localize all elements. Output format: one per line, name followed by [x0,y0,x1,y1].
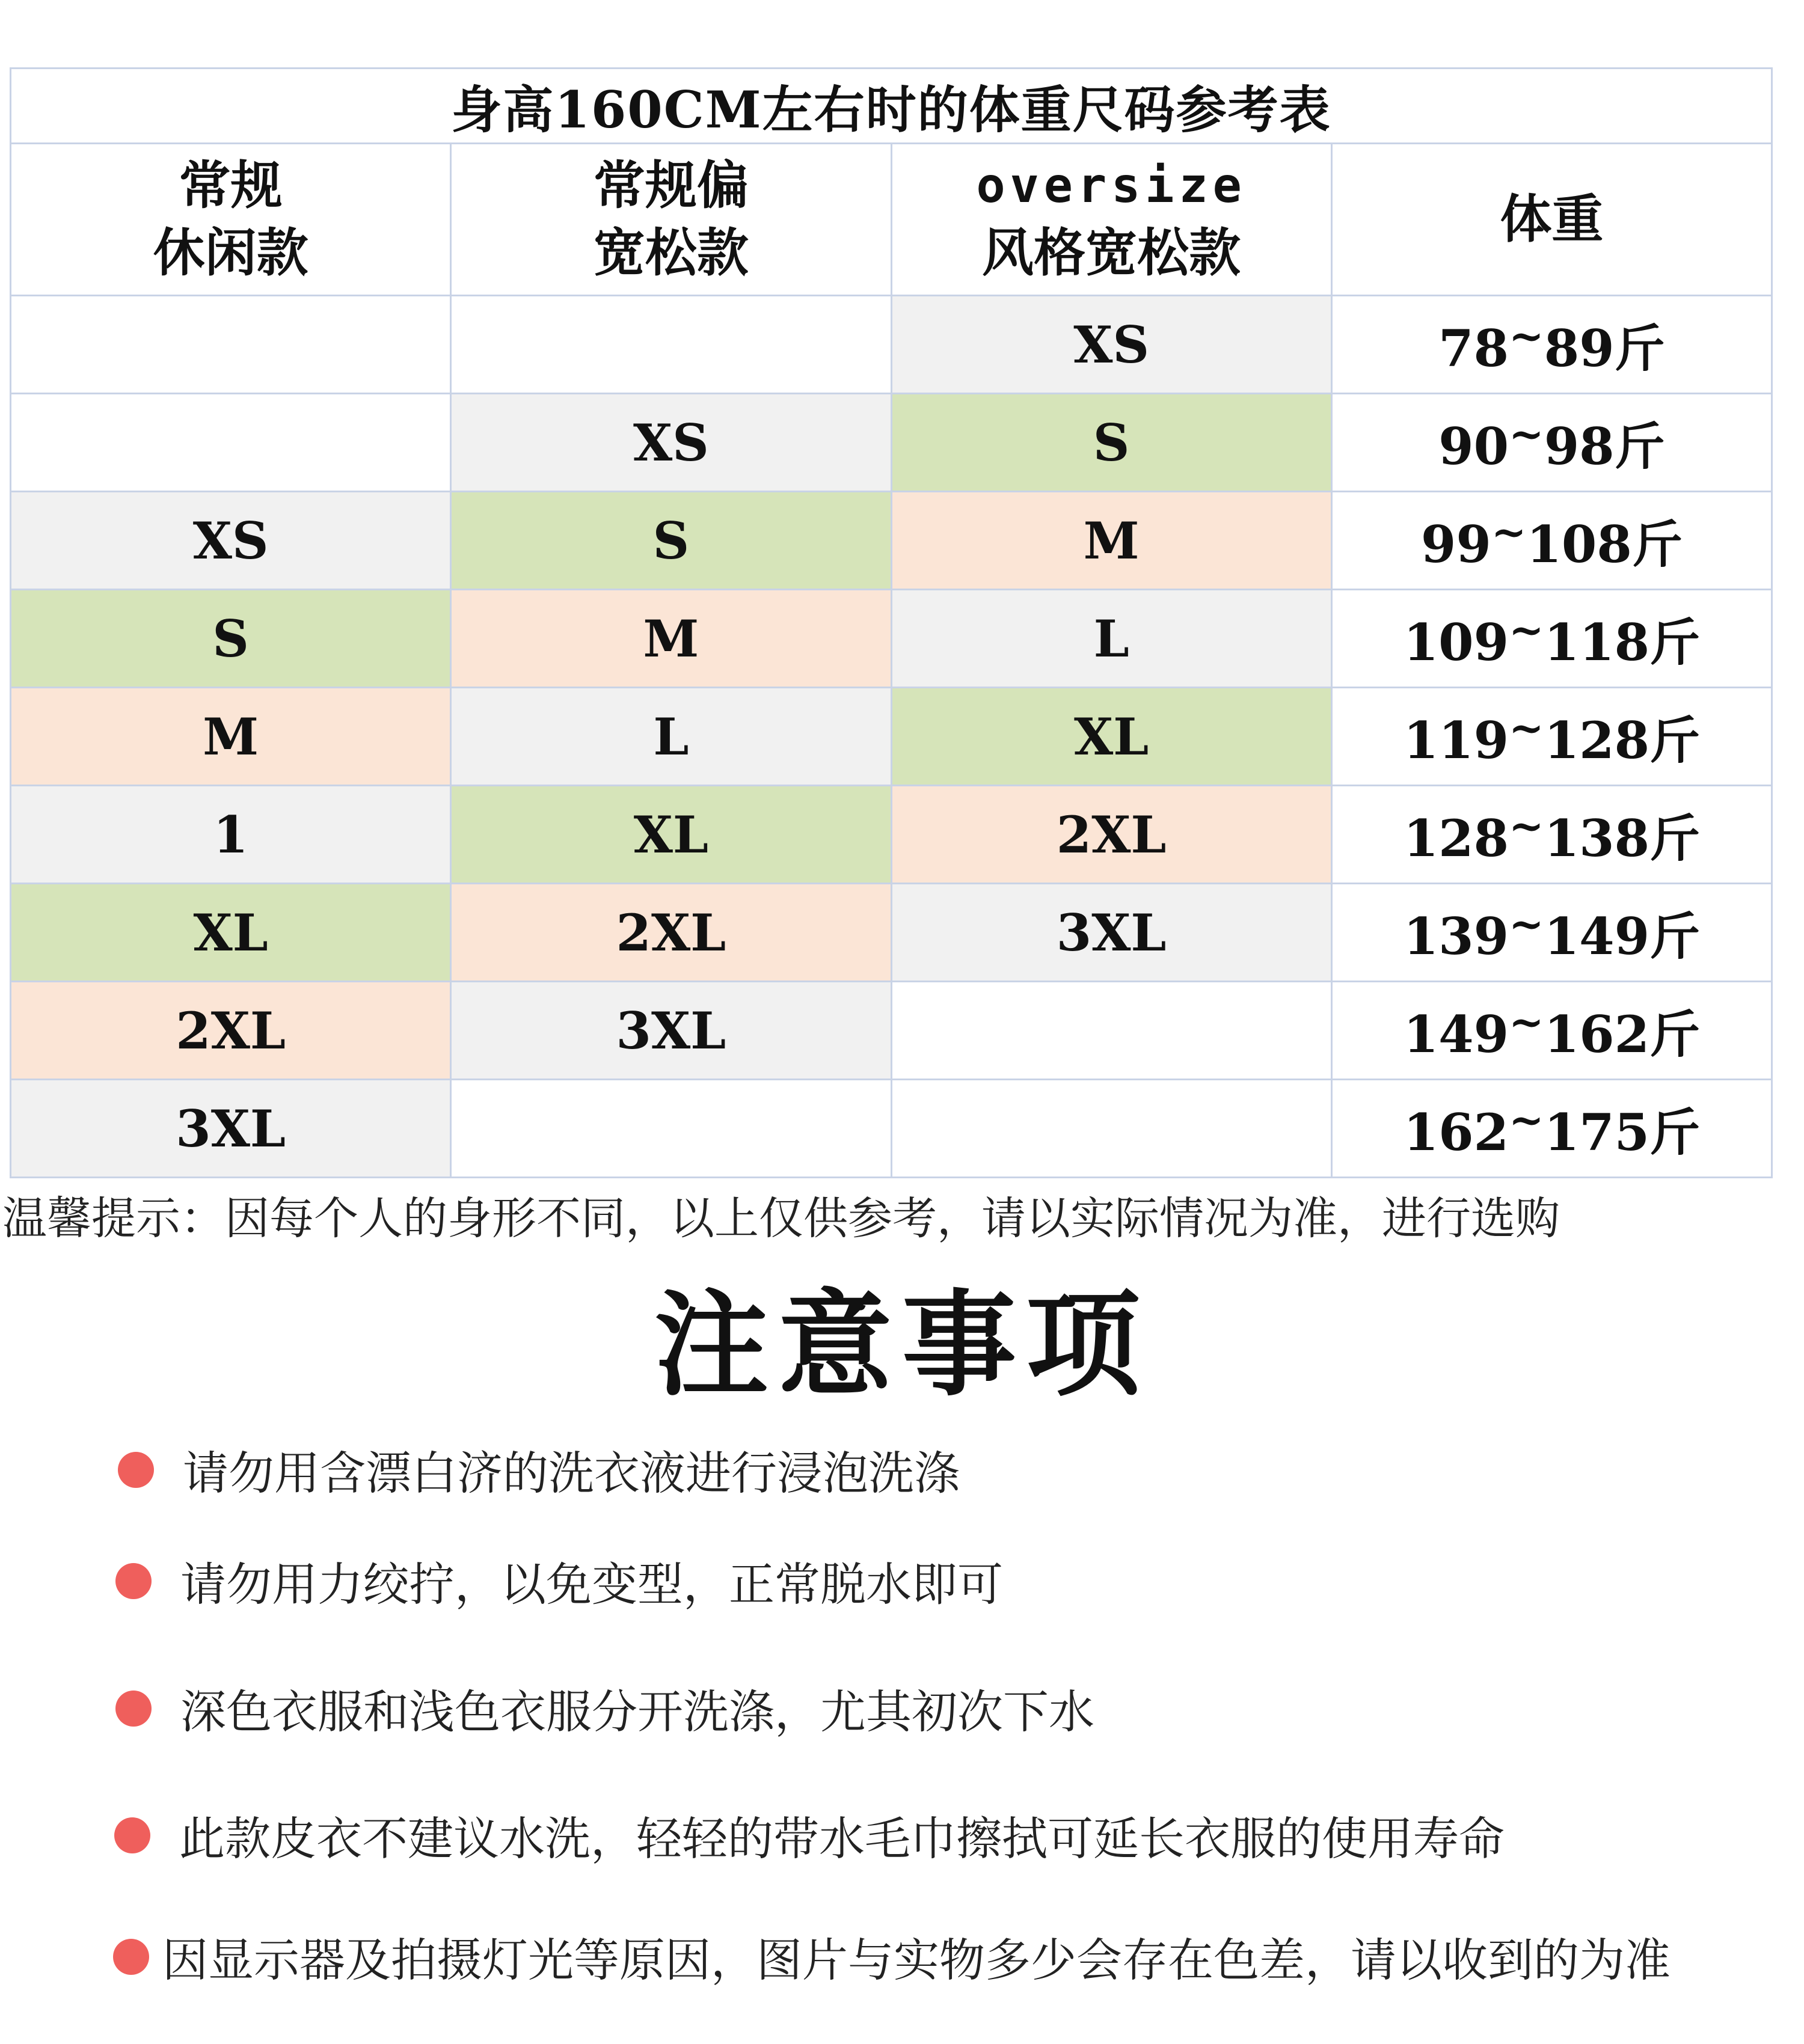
notice-item-text: 深色衣服和浅色衣服分开洗涤，尤其初次下水 [180,1685,1094,1739]
table-row [11,688,1772,786]
header-regular [11,144,451,296]
weight-from: 162 [1403,1102,1509,1162]
header-oversize [891,144,1331,296]
cell-oversize: M [891,492,1331,590]
cell-weight [1331,492,1772,590]
tilde: ~ [1509,1094,1544,1145]
notice-item [118,1437,960,1502]
table-row [11,884,1772,982]
table-row [11,1080,1772,1178]
notice-item [115,1548,1003,1614]
tilde: ~ [1509,408,1544,459]
cell-loose: XL [451,786,891,884]
cell-oversize: XL [891,688,1331,786]
cell-weight [1331,884,1772,982]
cell-loose: XS [451,394,891,492]
cell-weight [1331,1080,1772,1178]
tilde: ~ [1509,702,1544,753]
table-row [11,982,1772,1080]
weight-to: 128斤 [1544,710,1701,770]
size-tip-text: 温馨提示：因每个人的身形不同，以上仅供参考，请以实际情况为准，进行选购 [2,1193,1560,1244]
weight-from: 128 [1403,808,1509,868]
bullet-dot-icon [115,1691,152,1727]
weight-from: 139 [1403,906,1509,966]
tilde: ~ [1509,310,1544,361]
header-loose-line2: 宽松款 [593,222,749,283]
table-row [11,394,1772,492]
cell-weight [1331,688,1772,786]
cell-weight [1331,296,1772,394]
notice-item-text: 此款皮衣不建议水洗，轻轻的带水毛巾擦拭可延长衣服的使用寿命 [179,1812,1505,1865]
table-row [11,492,1772,590]
cell-regular [11,394,451,492]
notice-item-text: 因显示器及拍摄灯光等原因，图片与实物多少会存在色差，请以收到的为准 [162,1933,1671,1987]
weight-from: 90 [1438,416,1509,476]
cell-oversize: L [891,590,1331,688]
weight-from: 149 [1403,1004,1509,1064]
weight-from: 78 [1438,318,1509,378]
weight-to: 89斤 [1544,318,1665,378]
weight-to: 149斤 [1544,906,1701,966]
tilde: ~ [1509,800,1544,851]
cell-loose: 3XL [451,982,891,1080]
tilde: ~ [1509,996,1544,1047]
notice-item [114,1802,1505,1868]
cell-oversize: 2XL [891,786,1331,884]
weight-from: 119 [1403,710,1509,770]
cell-regular: XL [11,884,451,982]
tilde: ~ [1491,506,1527,557]
cell-weight [1331,590,1772,688]
bullet-dot-icon [118,1452,154,1488]
cell-regular [11,296,451,394]
tilde: ~ [1509,898,1544,949]
size-chart-table [10,67,1773,1178]
bullet-dot-icon [114,1817,150,1853]
header-regular-line2: 休闲款 [153,222,308,283]
cell-oversize [891,982,1331,1080]
tilde: ~ [1509,604,1544,655]
weight-from: 109 [1403,612,1509,672]
cell-loose [451,296,891,394]
weight-to: 175斤 [1544,1102,1701,1162]
cell-loose: M [451,590,891,688]
cell-regular: XS [11,492,451,590]
cell-oversize: 3XL [891,884,1331,982]
weight-to: 138斤 [1544,808,1701,868]
notice-item [113,1924,1671,1989]
cell-regular: M [11,688,451,786]
cell-regular: S [11,590,451,688]
cell-regular: 1 [11,786,451,884]
header-loose-line1: 常规偏 [593,155,749,216]
cell-oversize: XS [891,296,1331,394]
cell-loose [451,1080,891,1178]
table-title: 身高160CM左右时的体重尺码参考表 [11,69,1772,144]
header-oversize-line2: 风格宽松款 [982,222,1241,283]
weight-to: 162斤 [1544,1004,1701,1064]
cell-oversize: S [891,394,1331,492]
weight-to: 98斤 [1544,416,1665,476]
cell-weight [1331,394,1772,492]
cell-oversize [891,1080,1331,1178]
cell-loose: S [451,492,891,590]
header-weight-label: 体重 [1500,189,1604,249]
cell-loose: L [451,688,891,786]
weight-from: 99 [1420,514,1491,574]
table-row [11,296,1772,394]
weight-to: 118斤 [1544,612,1701,672]
cell-regular: 2XL [11,982,451,1080]
table-row [11,590,1772,688]
notice-title: 注意事项 [654,1279,1150,1412]
cell-weight [1331,982,1772,1080]
header-weight [1331,144,1772,296]
weight-to: 108斤 [1526,514,1683,574]
header-loose [451,144,891,296]
cell-regular: 3XL [11,1080,451,1178]
notice-item-text: 请勿用含漂白济的洗衣液进行浸泡洗涤 [183,1446,960,1500]
bullet-dot-icon [115,1563,152,1599]
cell-loose: 2XL [451,884,891,982]
cell-weight [1331,786,1772,884]
bullet-dot-icon [113,1939,149,1975]
notice-item [115,1675,1094,1741]
header-oversize-line1: oversize [976,158,1247,213]
header-regular-line1: 常规 [179,155,283,216]
notice-item-text: 请勿用力绞拧，以免变型，正常脱水即可 [180,1558,1003,1611]
table-row [11,786,1772,884]
